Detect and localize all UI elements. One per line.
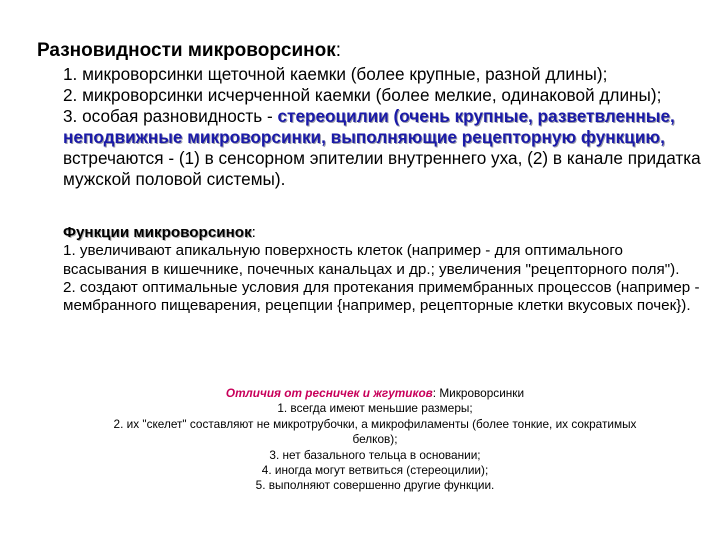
differences-heading: Отличия от ресничек и жгутиков bbox=[225, 386, 433, 400]
difference-item-5: 5. выполняют совершенно другие функции. bbox=[255, 478, 495, 493]
stereocilia-highlight: стереоцилии (очень крупные, разветвленные, неподвижные микроворсинки, выполняющие рецепторную функцию, bbox=[63, 106, 675, 147]
title-text: Разновидности микроворсинок bbox=[37, 40, 336, 61]
varieties-list bbox=[63, 64, 703, 190]
difference-item-3: 3. нет базального тельца в основании; bbox=[269, 447, 481, 462]
differences-section bbox=[90, 386, 660, 494]
differences-heading-line bbox=[90, 386, 660, 401]
variety-item-2: 2. микроворсинки исчерченной каемки (более мелкие, одинаковой длины); bbox=[63, 85, 662, 105]
functions-heading-line bbox=[63, 224, 703, 242]
differences-intro: : Микроворсинки bbox=[432, 386, 525, 400]
function-item-1: 1. увеличивают апикальную поверхность клеток (например - для оптимального всасывания в кишечнике, почечных канальцах и др.; увеличения "рецепторного поля"). bbox=[63, 242, 680, 278]
difference-item-4: 4. иногда могут ветвиться (стереоцилии); bbox=[261, 463, 489, 478]
title-colon: : bbox=[335, 40, 342, 61]
function-item-2: 2. создают оптимальные условия для протекания примембранных процессов (например - мембранного пищеварения, рецепции {например, рецепторные клетки вкусовых почек}). bbox=[63, 278, 700, 315]
functions-section bbox=[63, 224, 703, 315]
slide-title bbox=[37, 39, 341, 63]
variety-item-3-suffix: встречаются - (1) в сенсорном эпителии внутреннего уха, (2) в канале придатка мужской половой системы). bbox=[63, 148, 701, 189]
variety-item-3 bbox=[63, 106, 703, 190]
difference-item-1: 1. всегда имеют меньшие размеры; bbox=[277, 401, 473, 416]
variety-item-1: 1. микроворсинки щеточной каемки (более крупные, разной длины); bbox=[63, 64, 608, 84]
variety-item-3-prefix: 3. особая разновидность - bbox=[63, 106, 278, 126]
difference-item-2: 2. их "скелет" составляют не микротрубочки, а микрофиламенты (более тонкие, их сократимых белков); bbox=[113, 416, 637, 447]
functions-heading: Функции микроворсинок bbox=[63, 224, 252, 241]
functions-colon: : bbox=[251, 224, 256, 241]
